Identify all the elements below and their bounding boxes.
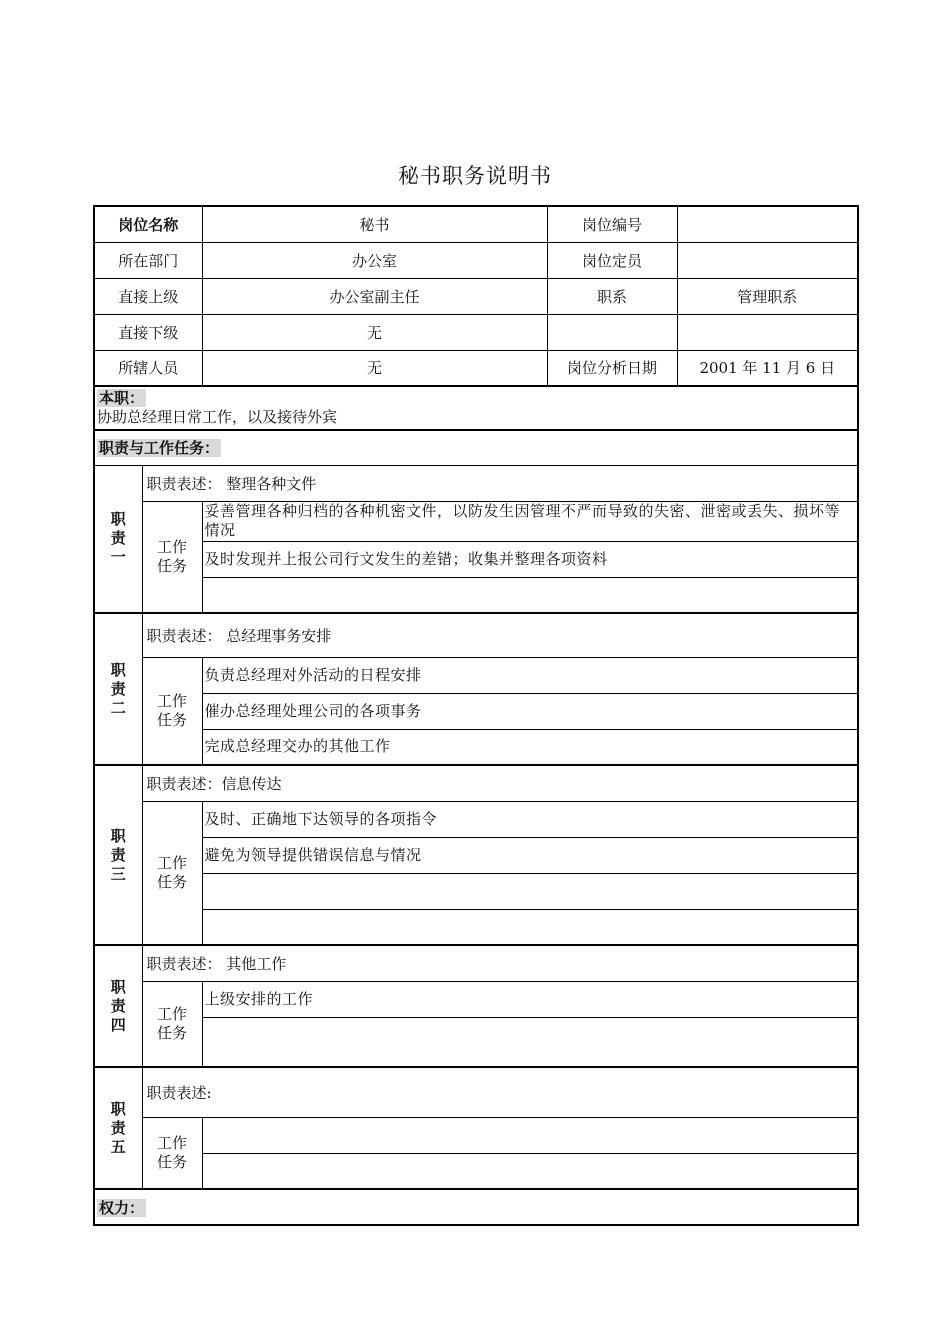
benzhi-row <box>94 386 858 430</box>
task-row <box>94 1117 858 1153</box>
task-cell: 催办总经理处理公司的各项事务 <box>202 693 858 729</box>
task-cell <box>202 1017 858 1067</box>
header-value <box>677 242 858 278</box>
header-label: 岗位名称 <box>94 206 202 242</box>
task-cell: 避免为领导提供错误信息与情况 <box>202 837 858 873</box>
task-cell: 妥善管理各种归档的各种机密文件，以防发生因管理不严而导致的失密、泄密或丢失、损坏等情况 <box>202 501 858 541</box>
duty-description-row <box>94 765 858 801</box>
task-cell <box>202 1117 858 1153</box>
duty-description: 职责表述： 整理各种文件 <box>142 465 858 501</box>
task-row <box>94 693 858 729</box>
task-cell <box>202 1153 858 1189</box>
duties-label: 职责与工作任务： <box>99 439 220 457</box>
header-label: 直接上级 <box>94 278 202 314</box>
header-row <box>94 242 858 278</box>
page-title: 秘书职务说明书 <box>398 164 552 188</box>
work-task-label: 工作 任务 <box>142 981 202 1067</box>
header-row <box>94 278 858 314</box>
header-label: 直接下级 <box>94 314 202 350</box>
task-row <box>94 657 858 693</box>
header-label: 职系 <box>547 278 677 314</box>
duties-header-row <box>94 430 858 465</box>
duty-description-row <box>94 1067 858 1117</box>
duty-name: 职 责 三 <box>94 765 142 945</box>
duty-description-row <box>94 465 858 501</box>
header-row <box>94 206 858 242</box>
header-row <box>94 314 858 350</box>
benzhi-label: 本职： <box>99 389 145 407</box>
task-row <box>94 541 858 577</box>
work-task-label: 工作 任务 <box>142 657 202 765</box>
task-row <box>94 837 858 873</box>
header-label: 所辖人员 <box>94 350 202 386</box>
duty-description: 职责表述：信息传达 <box>142 765 858 801</box>
task-cell: 及时发现并上报公司行文发生的差错；收集并整理各项资料 <box>202 541 858 577</box>
task-cell: 完成总经理交办的其他工作 <box>202 729 858 765</box>
quanli-row <box>94 1189 858 1225</box>
header-value: 办公室 <box>202 242 547 278</box>
duty-description-row <box>94 945 858 981</box>
header-value <box>677 206 858 242</box>
quanli-label: 权力： <box>99 1199 145 1217</box>
duty-name: 职 责 一 <box>94 465 142 613</box>
work-task-label: 工作 任务 <box>142 801 202 945</box>
duty-description: 职责表述： 总经理事务安排 <box>142 613 858 657</box>
task-cell <box>202 577 858 613</box>
header-label <box>547 314 677 350</box>
job-description-table <box>93 205 859 1226</box>
work-task-label: 工作 任务 <box>142 1117 202 1189</box>
task-row <box>94 577 858 613</box>
task-cell: 及时、正确地下达领导的各项指令 <box>202 801 858 837</box>
task-row <box>94 729 858 765</box>
task-row <box>94 1153 858 1189</box>
header-label: 岗位编号 <box>547 206 677 242</box>
header-row <box>94 350 858 386</box>
task-row <box>94 801 858 837</box>
task-row <box>94 1017 858 1067</box>
duty-name: 职 责 四 <box>94 945 142 1067</box>
task-cell <box>202 909 858 945</box>
header-value: 2001 年 11 月 6 日 <box>677 350 858 386</box>
benzhi-text: 协助总经理日常工作，以及接待外宾 <box>97 408 338 426</box>
header-value: 秘书 <box>202 206 547 242</box>
task-row <box>94 873 858 909</box>
header-value: 管理职系 <box>677 278 858 314</box>
header-value <box>677 314 858 350</box>
duty-name: 职 责 五 <box>94 1067 142 1189</box>
header-label: 岗位分析日期 <box>547 350 677 386</box>
duty-description: 职责表述： 其他工作 <box>142 945 858 981</box>
task-row <box>94 501 858 541</box>
header-value: 无 <box>202 350 547 386</box>
task-cell: 上级安排的工作 <box>202 981 858 1017</box>
header-value: 办公室副主任 <box>202 278 547 314</box>
duty-name: 职 责 二 <box>94 613 142 765</box>
task-row <box>94 909 858 945</box>
task-cell: 负责总经理对外活动的日程安排 <box>202 657 858 693</box>
task-row <box>94 981 858 1017</box>
header-value: 无 <box>202 314 547 350</box>
duty-description-row <box>94 613 858 657</box>
duty-description: 职责表述: <box>142 1067 858 1117</box>
header-label: 岗位定员 <box>547 242 677 278</box>
header-label: 所在部门 <box>94 242 202 278</box>
task-cell <box>202 873 858 909</box>
work-task-label: 工作 任务 <box>142 501 202 613</box>
